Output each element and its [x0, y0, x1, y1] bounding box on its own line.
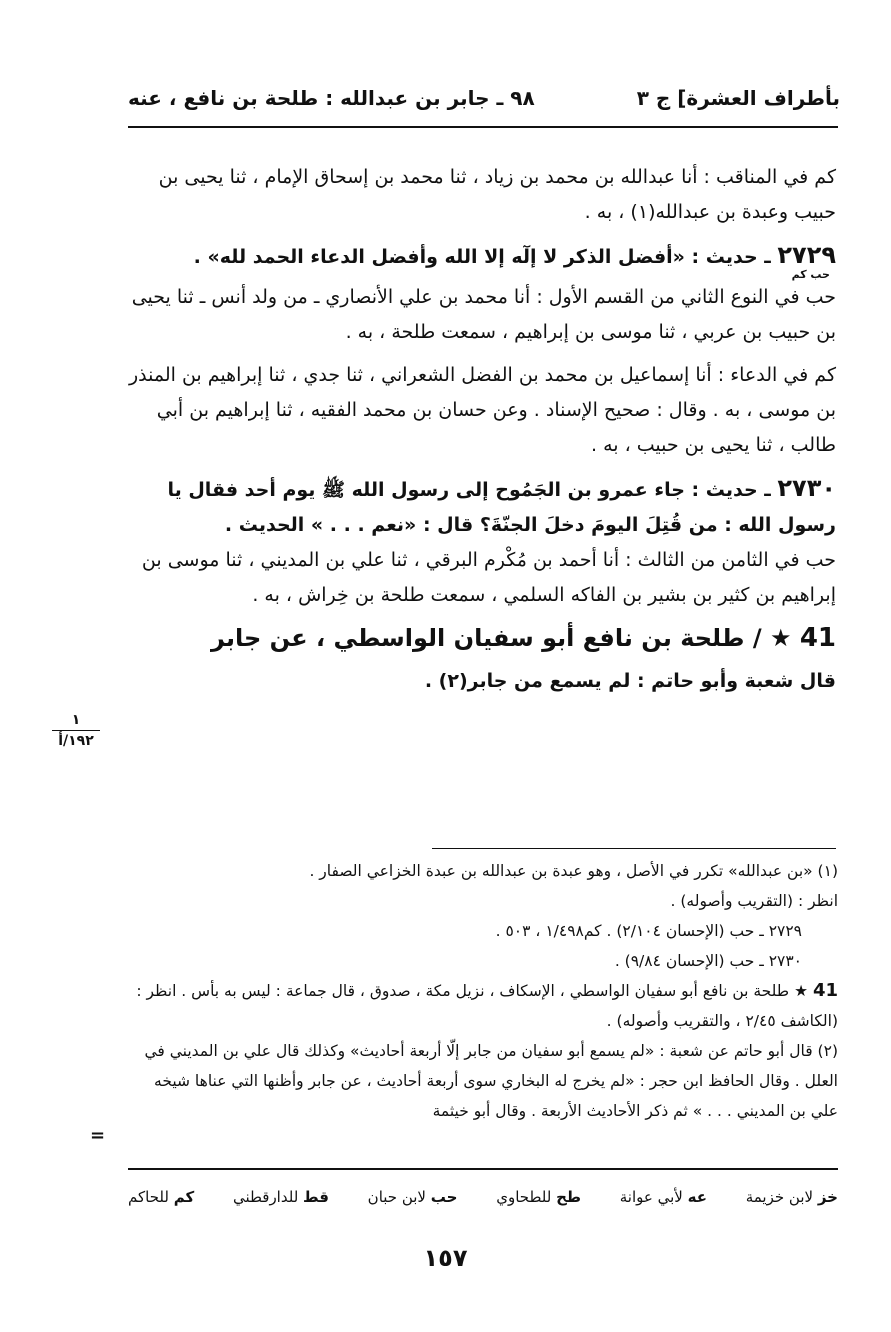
hadith-2730 [128, 471, 836, 543]
star-icon: ★ [794, 982, 808, 1000]
paragraph-dua: كم في الدعاء : أنا إسماعيل بن محمد بن الفضل الشعراني ، ثنا جدي ، ثنا إبراهيم بن المنذر بن موسى ، به . وقال : صحيح الإسناد . وعن حسان بن محمد الفقيه ، ثنا إبراهيم بن أبي طالب ، ثنا يحيى بن حبيب ، به . [128, 364, 836, 456]
footnote-2730: ٢٧٣٠ ـ حب (الإحسان ٩/٨٤) . [614, 952, 802, 970]
header-book-title: بأطراف العشرة] ج ٣ [636, 86, 840, 110]
page-number: ١٥٧ [423, 1244, 468, 1272]
header-rule [128, 126, 838, 128]
sigla-key [128, 1188, 838, 1206]
main-text [128, 160, 836, 707]
running-head [128, 80, 840, 120]
header-section-title: ٩٨ ـ جابر بن عبدالله : طلحة بن نافع ، عنه [128, 86, 535, 110]
hadith-number: ٢٧٣٠ [777, 474, 836, 502]
footnote-41 [128, 976, 838, 1036]
sigla-rule [128, 1168, 838, 1170]
paragraph-thamin: حب في الثامن من الثالث : أنا أحمد بن مُكْرم البرقي ، ثنا علي بن المديني ، ثنا موسى بن إبراهيم بن كثير بن بشير بن الفاكه السلمي ، سمعت طلحة بن خِراش ، به . [141, 549, 836, 606]
folio-bottom: ١٩٢/أ [58, 733, 94, 749]
continuation-mark: = [90, 1125, 106, 1146]
footnote-41-text: طلحة بن نافع أبو سفيان الواسطي ، الإسكاف ، نزيل مكة ، صدوق ، قال جماعة : ليس به بأس . انظر : (الكاشف ٢/٤٥ ، والتقريب وأصوله) . [136, 982, 838, 1030]
footnotes [128, 856, 838, 1126]
paragraph-manaqib: كم في المناقب : أنا عبدالله بن محمد بن زياد ، ثنا محمد بن إسحاق الإمام ، ثنا يحيى بن حبيب وعبدة بن عبدالله(١) ، به . [158, 166, 836, 223]
narrator-number: 41 [799, 623, 836, 653]
footnote-rule [432, 848, 836, 849]
folio-top: ١ [52, 712, 100, 731]
hadith-sigla: حب كم [791, 268, 830, 281]
footnote-41-number: 41 [812, 980, 838, 1001]
sigla-item: طح للطحاوي [496, 1188, 582, 1206]
hadith-text: ـ حديث : جاء عمرو بن الجَمُوح إلى رسول الله ﷺ يوم أحد فقال يا رسول الله : من قُتِلَ اليومَ دخلَ الجنّةَ؟ قال : «نعم . . . » الحديث . [167, 479, 836, 536]
hadith-text: ـ حديث : «أفضل الذكر لا إلٓه إلا الله وأفضل الدعاء الحمد لله» . [193, 246, 771, 268]
footnote-1-ref: انظر : (التقريب وأصوله) . [670, 892, 838, 910]
sigla-item: حب لابن حبان [367, 1188, 458, 1206]
sigla-item: قط للدارقطني [232, 1188, 329, 1206]
sigla-item: عه لأبي عوانة [619, 1188, 707, 1206]
footnote-2729: ٢٧٢٩ ـ حب (الإحسان ٢/١٠٤) . كم١/٤٩٨ ، ٥٠٣ . [495, 922, 802, 940]
sigla-item: خز لابن خزيمة [745, 1188, 838, 1206]
hadith-number: ٢٧٢٩ [777, 241, 836, 269]
sigla-item: كم للحاكم [128, 1188, 195, 1206]
narrator-heading [128, 621, 836, 656]
star-icon: ★ [769, 624, 792, 652]
narrator-title: / طلحة بن نافع أبو سفيان الواسطي ، عن جابر [211, 624, 762, 652]
hadith-2729 [128, 238, 836, 280]
paragraph-shuba: قال شعبة وأبو حاتم : لم يسمع من جابر(٢) . [424, 670, 836, 692]
paragraph-hibban: حب في النوع الثاني من القسم الأول : أنا محمد بن علي الأنصاري ـ من ولد أنس ـ ثنا يحيى بن حبيب بن عربي ، ثنا موسى بن إبراهيم ، سمعت طلحة ، به . [131, 286, 836, 343]
footnote-1: (١) «بن عبدالله» تكرر في الأصل ، وهو عبدة بن عبدالله بن عبدة الخزاعي الصفار . [309, 862, 838, 880]
footnote-2: (٢) قال أبو حاتم عن شعبة : «لم يسمع أبو سفيان من جابر إلّا أربعة أحاديث» وكذلك قال علي بن المديني في العلل . وقال الحافظ ابن حجر : «لم يخرج له البخاري سوى أربعة أحاديث ، عن جابر وأظنها التي عناها شيخه علي بن المديني . . . » ثم ذكر الأحاديث الأربعة . وقال أبو خيثمة [144, 1042, 838, 1120]
manuscript-folio-note [52, 712, 100, 749]
